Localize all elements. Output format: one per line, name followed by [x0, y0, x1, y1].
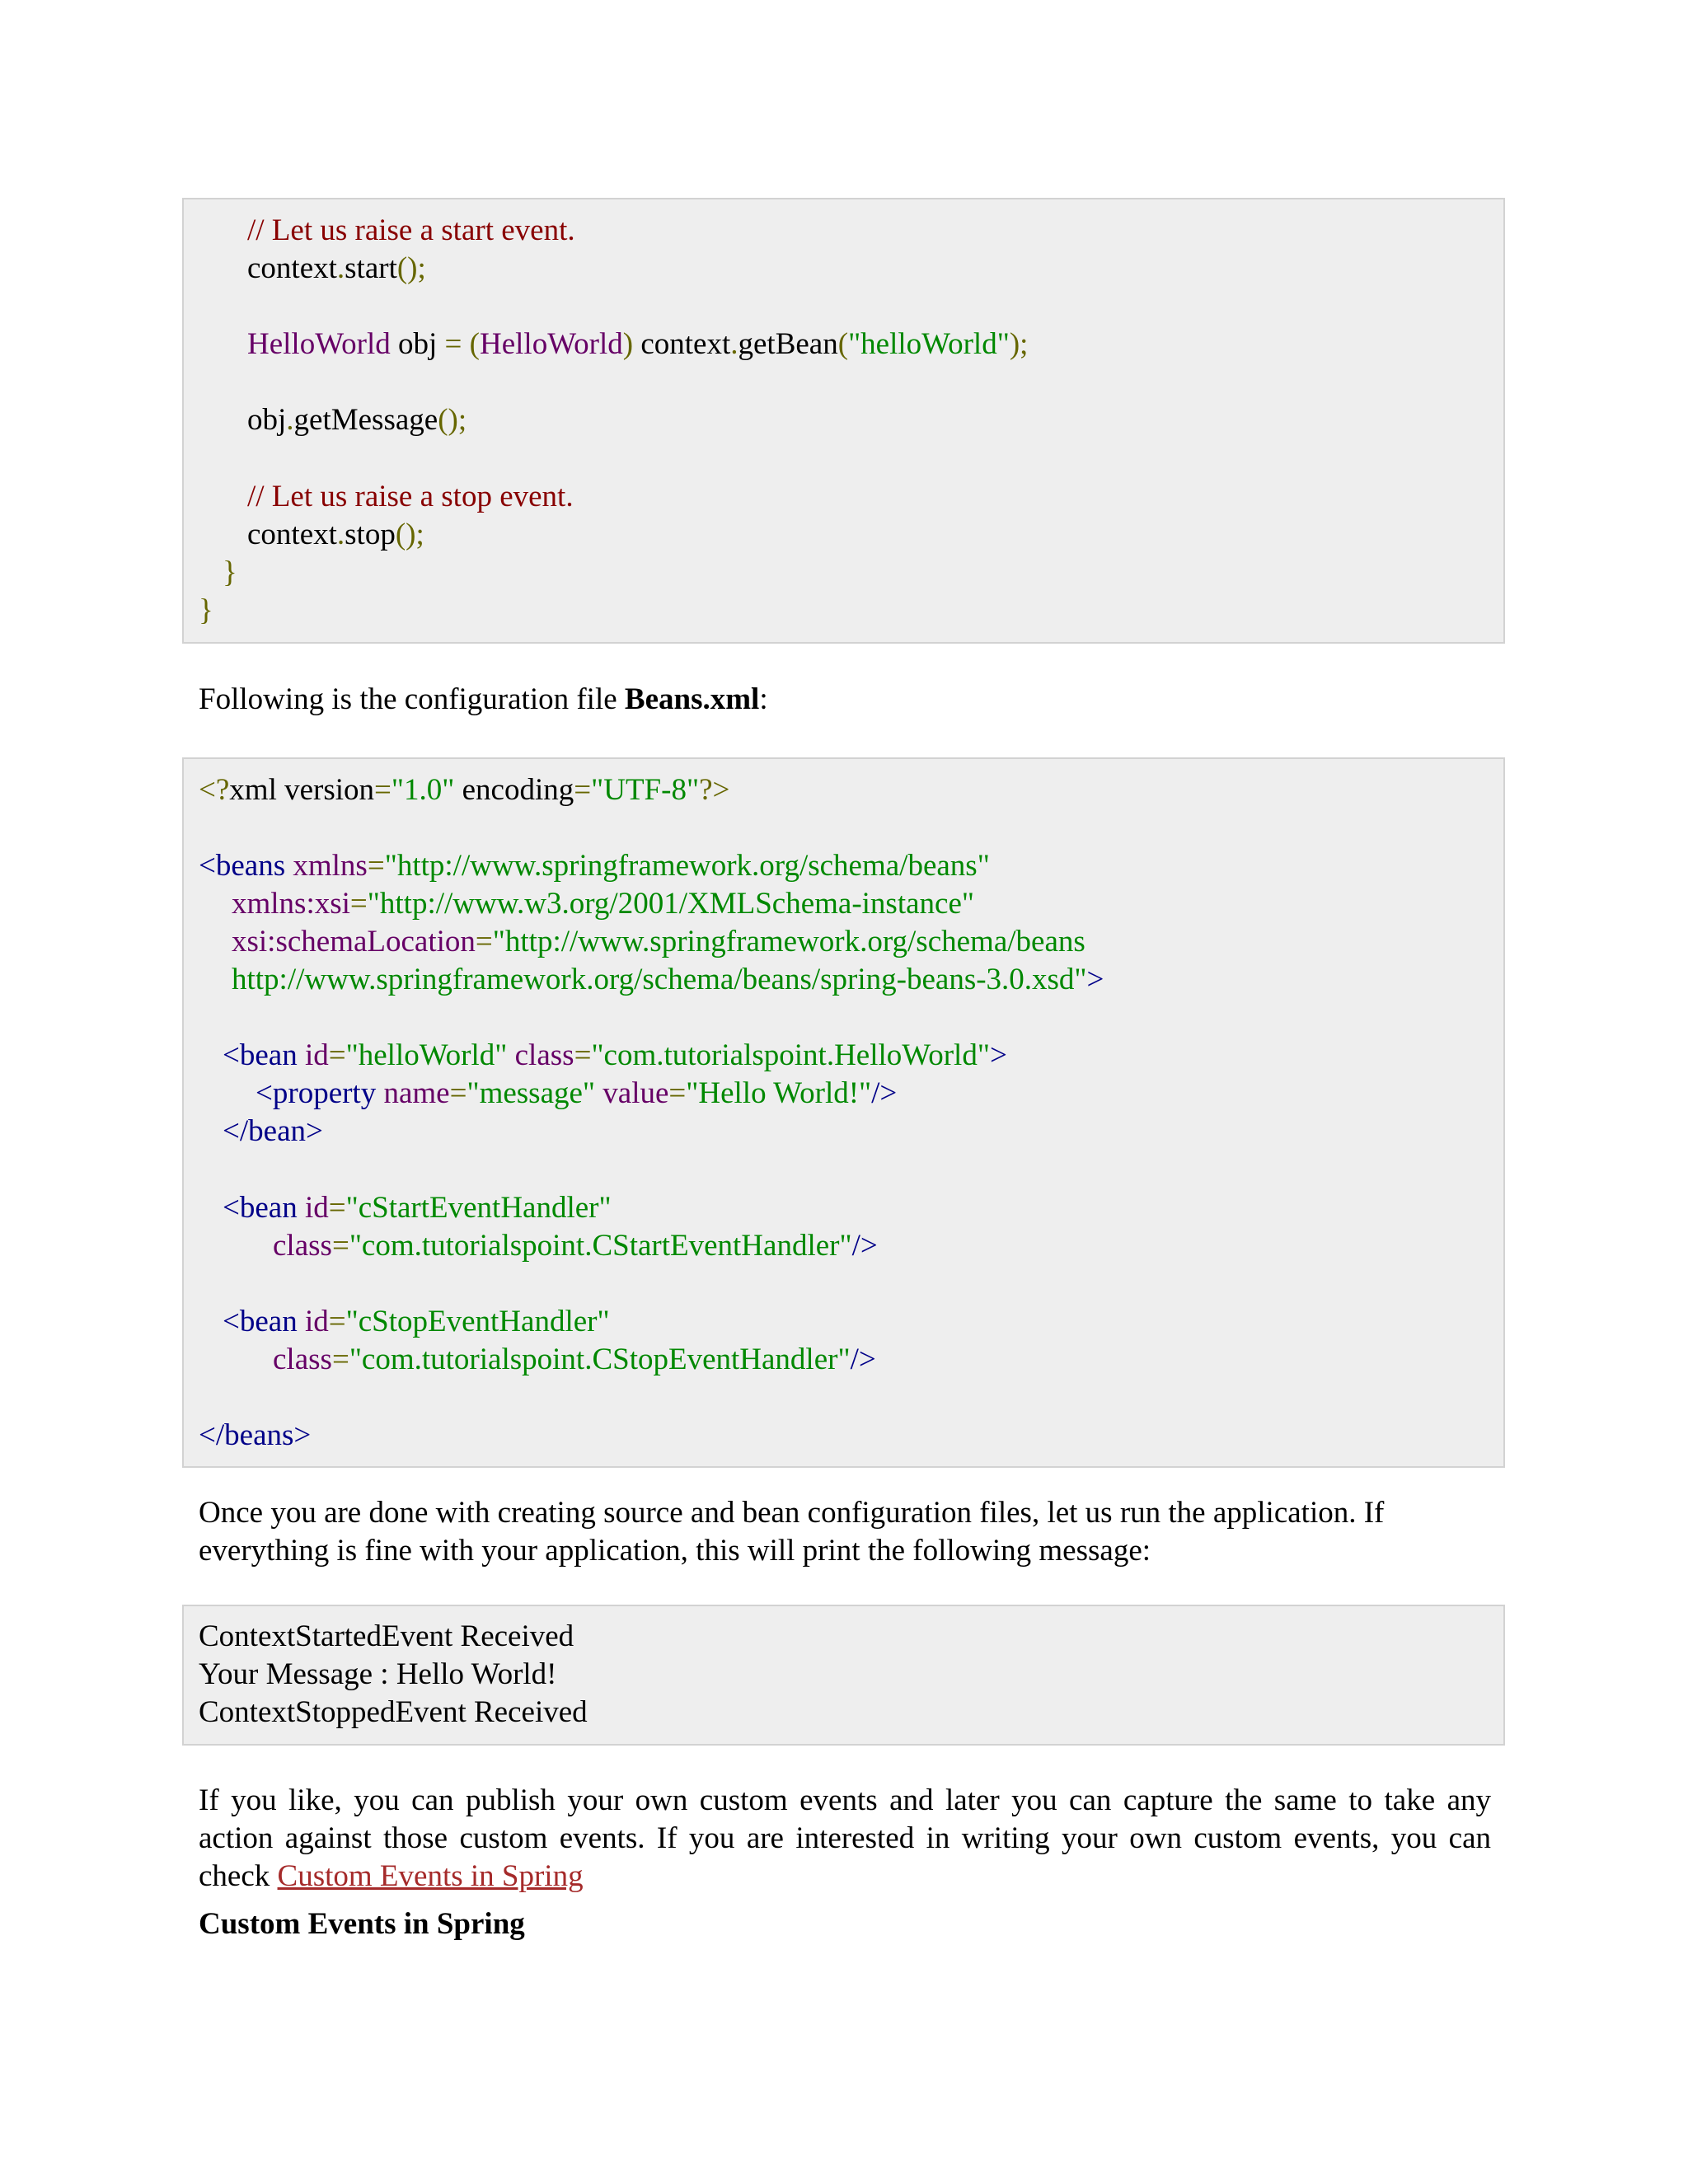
custom-events-paragraph: If you like, you can publish your own custom events and later you can capture the same to take any action against those custom events. If you are interested in writing your own custom events, you can check Custom Events in Spring — [199, 1783, 1491, 1893]
output-line2: Your Message : Hello World! — [199, 1657, 557, 1691]
code-getmessage-line: obj.getMessage(); — [247, 403, 467, 437]
code-brace-inner: } — [223, 555, 237, 589]
xml-beans-open: <beans xmlns="http://www.springframework.org/schema/beans" — [199, 849, 990, 883]
xml-bean-stop-class: class="com.tutorialspoint.CStopEventHandler"/> — [273, 1343, 876, 1376]
custom-events-link[interactable]: Custom Events in Spring — [277, 1859, 584, 1893]
run-text-line1: Once you are done with creating source and bean configuration files, let us run the application. If — [199, 1496, 1385, 1530]
xml-xsi-line: xmlns:xsi="http://www.w3.org/2001/XMLSchema-instance" — [232, 887, 974, 921]
beans-filename: Beans.xml — [624, 682, 760, 716]
xml-property: <property name="message" value="Hello World!"/> — [256, 1076, 898, 1110]
xml-schemalocation-cont: http://www.springframework.org/schema/beans/spring-beans-3.0.xsd"> — [232, 963, 1104, 996]
section-heading: Custom Events in Spring — [199, 1907, 525, 1941]
xml-bean-close: </bean> — [223, 1114, 323, 1148]
code-comment-stop: // Let us raise a stop event. — [247, 480, 574, 513]
xml-schemalocation-line: xsi:schemaLocation="http://www.springframework.org/schema/beans — [232, 925, 1085, 958]
xml-bean-start-class: class="com.tutorialspoint.CStartEventHandler"/> — [273, 1229, 878, 1263]
code-context-start: context.start(); — [247, 251, 426, 285]
output-line3: ContextStoppedEvent Received — [199, 1695, 588, 1729]
xml-declaration: <?xml version="1.0" encoding="UTF-8"?> — [199, 773, 730, 807]
xml-bean-start-handler: <bean id="cStartEventHandler" — [223, 1191, 612, 1225]
xml-bean-helloworld: <bean id="helloWorld" class="com.tutorialspoint.HelloWorld"> — [223, 1038, 1007, 1072]
run-text-line2: everything is fine with your application, this will print the following message: — [199, 1534, 1151, 1568]
code-getbean-line: HelloWorld obj = (HelloWorld) context.getBean("helloWorld"); — [247, 327, 1029, 361]
code-brace-outer: } — [199, 593, 213, 627]
code-context-stop: context.stop(); — [247, 518, 424, 551]
xml-bean-stop-handler: <bean id="cStopEventHandler" — [223, 1305, 610, 1338]
xml-beans-close: </beans> — [199, 1418, 312, 1452]
beans-intro-text: Following is the configuration file Beans.xml: — [199, 682, 768, 716]
output-line1: ContextStartedEvent Received — [199, 1619, 574, 1653]
code-comment-start: // Let us raise a start event. — [247, 213, 575, 247]
